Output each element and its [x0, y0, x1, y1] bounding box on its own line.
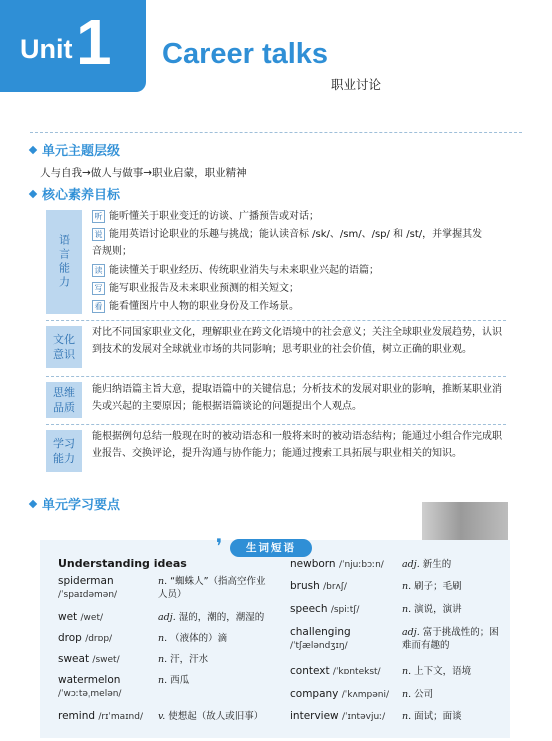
- vocab-section-title: Understanding ideas: [58, 557, 187, 570]
- vocab-word: spiderman: [58, 575, 114, 587]
- vocab-word-text: interview: [290, 710, 339, 722]
- vocab-def: [402, 665, 506, 678]
- vocab-word: [290, 558, 384, 572]
- culture-text: 对比不同国家职业文化，理解职业在跨文化语境中的社会意义；关注全球职业发展趋势，认识到技术的发展对全球就业市场的共同影响；思考职业的社会价值，树立正确的职业观。: [92, 327, 502, 355]
- vocab-pos: n.: [158, 633, 168, 644]
- vocab-def: [158, 632, 268, 645]
- vocab-word: [290, 710, 385, 724]
- vocab-phonetic: /brʌʃ/: [323, 582, 347, 592]
- redacted-image: [422, 502, 508, 542]
- points-heading-text: 单元学习要点: [42, 498, 121, 513]
- vocab-phonetic: /ˈnjuːbɔːn/: [338, 560, 384, 570]
- vocab-word: [290, 580, 347, 594]
- category-culture: 文化意识: [46, 326, 82, 368]
- theme-text: 人与自我→做人与做事→职业启蒙，职业精神: [40, 167, 247, 179]
- vocab-word: [290, 603, 359, 617]
- theme-heading-text: 单元主题层级: [42, 144, 121, 159]
- read-icon: 读: [92, 264, 105, 277]
- vocab-pos: n.: [402, 666, 412, 677]
- vocab-word: watermelon: [58, 674, 121, 686]
- vocab-meaning: 富于挑战性的；困难而有趣的: [402, 627, 499, 651]
- vocab-phonetic: /drɒp/: [85, 634, 113, 644]
- vocab-meaning: 湿的，潮的，潮湿的: [178, 612, 265, 623]
- vocab-pos: v.: [158, 711, 166, 722]
- vocab-meaning: 西瓜: [170, 675, 190, 686]
- competency-heading-text: 核心素养目标: [42, 188, 121, 203]
- speak-icon: 说: [92, 228, 105, 241]
- language-item-text: 能看懂图片中人物的职业身份及工作场景。: [109, 301, 299, 312]
- vocab-badge-label: 生词短语: [230, 539, 312, 557]
- language-item-text: 能用英语讨论职业的乐趣与挑战；能认读音标 /sk/、/sm/、/sp/ 和 /st/，并掌握其发音规则；: [92, 229, 483, 257]
- vocab-def: [158, 611, 268, 624]
- unit-number: 1: [76, 6, 112, 78]
- diamond-icon: [29, 145, 37, 153]
- category-language: 语言能力: [46, 210, 82, 314]
- category-learning: 学习能力: [46, 430, 82, 472]
- competency-heading: [30, 184, 120, 203]
- vocab-phonetic: /rɪˈmaɪnd/: [98, 712, 143, 722]
- vocab-pos: n.: [158, 576, 168, 587]
- vocab-meaning: 刷子；毛刷: [414, 581, 462, 592]
- vocab-meaning: 公司: [414, 689, 434, 700]
- vocab-phonetic: /ˈɪntəvjuː/: [342, 712, 386, 722]
- vocab-def: [402, 626, 506, 652]
- vocab-phonetic: /swet/: [92, 655, 120, 665]
- vocab-phonetic: /ˈkɒntekst/: [332, 667, 381, 677]
- listen-icon: 听: [92, 210, 105, 223]
- category-thinking: 思维品质: [46, 382, 82, 418]
- write-icon: 写: [92, 282, 105, 295]
- vocab-phonetic: /ˈwɔːtəˌmelən/: [58, 689, 122, 699]
- vocab-def: [402, 688, 506, 701]
- vocab-phonetic: /ˈkʌmpəni/: [341, 690, 390, 700]
- diamond-icon: [29, 189, 37, 197]
- vocab-meaning: 使想起（故人或旧事）: [168, 711, 264, 722]
- vocab-phonetic: /spiːtʃ/: [330, 605, 360, 615]
- divider: [46, 320, 506, 321]
- vocab-phonetic: /ˈtʃæləndʒɪŋ/: [290, 641, 348, 651]
- divider: [46, 424, 506, 425]
- thinking-text: 能归纳语篇主旨大意，提取语篇中的关键信息；分析技术的发展对职业的影响，推断某职业消失或兴起的主要原因；能根据语篇谈论的问题提出个人观点。: [92, 384, 502, 412]
- vocab-pos: n.: [402, 711, 412, 722]
- vocab-meaning: 新生的: [422, 559, 452, 570]
- vocab-def: [402, 558, 506, 571]
- vocab-word-text: wet: [58, 611, 78, 623]
- vocab-meaning: 演说，演讲: [414, 604, 462, 615]
- language-item: [92, 262, 502, 279]
- diamond-icon: [29, 499, 37, 507]
- vocab-meaning: “蜘蛛人”（指高空作业人员）: [158, 576, 266, 600]
- vocab-def: [158, 674, 268, 687]
- vocab-def: [402, 710, 506, 723]
- vocab-def: [402, 580, 506, 593]
- vocab-word-text: drop: [58, 632, 82, 644]
- vocab-word: [58, 710, 143, 724]
- vocab-word: [290, 665, 381, 679]
- vocab-word-text: remind: [58, 710, 96, 722]
- vocab-meaning: 上下文，语境: [414, 666, 472, 677]
- vocab-word: challenging: [290, 626, 351, 638]
- language-item: [92, 208, 502, 225]
- vocab-meaning: 面试；面谈: [414, 711, 462, 722]
- vocab-pos: n.: [402, 581, 412, 592]
- learning-text: 能根据例句总结一般现在时的被动语态和一般将来时的被动语态结构；能通过小组合作完成职业报告、交换评论，提升沟通与协作能力；能通过搜索工具拓展与职业相关的知识。: [92, 431, 502, 459]
- language-item-text: 能写职业报告及未来职业预测的相关短文；: [109, 283, 299, 294]
- language-item: [92, 226, 492, 260]
- vocab-word: [58, 611, 103, 625]
- view-icon: 看: [92, 300, 105, 313]
- vocab-pos: adj.: [402, 627, 420, 638]
- vocab-phonetic: /ˈspaɪdəmən/: [58, 590, 118, 600]
- vocab-pos: n.: [158, 675, 168, 686]
- vocab-pos: adj.: [158, 612, 176, 623]
- vocab-phonetic: /wet/: [80, 613, 104, 623]
- vocab-def: [402, 603, 506, 616]
- divider: [30, 132, 522, 133]
- vocab-def: [158, 653, 268, 666]
- page-title: Career talks: [162, 38, 329, 70]
- vocab-word: [58, 653, 120, 667]
- page-subtitle: 职业讨论: [331, 77, 382, 92]
- vocab-pos: adj.: [402, 559, 420, 570]
- vocab-pos: n.: [402, 604, 412, 615]
- vocab-word-text: speech: [290, 603, 328, 615]
- vocab-word-text: sweat: [58, 653, 90, 665]
- vocab-meaning: 汗，汗水: [170, 654, 209, 665]
- theme-heading: [30, 140, 120, 159]
- vocab-word: [290, 688, 389, 702]
- language-item: [92, 280, 502, 297]
- vocab-def: [158, 575, 268, 601]
- vocab-def: [158, 710, 270, 723]
- vocab-pos: n.: [158, 654, 168, 665]
- drop-icon: ❜: [216, 534, 223, 558]
- language-item-text: 能读懂关于职业经历、传统职业消失与未来职业兴起的语篇；: [109, 265, 379, 276]
- vocab-word-text: newborn: [290, 558, 336, 570]
- vocab-word-text: context: [290, 665, 330, 677]
- divider: [46, 376, 506, 377]
- points-heading: [30, 494, 120, 513]
- language-item: [92, 298, 502, 315]
- vocab-word-text: brush: [290, 580, 320, 592]
- vocab-meaning: （液体的）滴: [170, 633, 228, 644]
- vocab-word-text: company: [290, 688, 339, 700]
- unit-label: Unit: [20, 34, 73, 64]
- vocab-pos: n.: [402, 689, 412, 700]
- vocab-word: [58, 632, 112, 646]
- language-item-text: 能听懂关于职业变迁的访谈、广播预告或对话；: [109, 211, 319, 222]
